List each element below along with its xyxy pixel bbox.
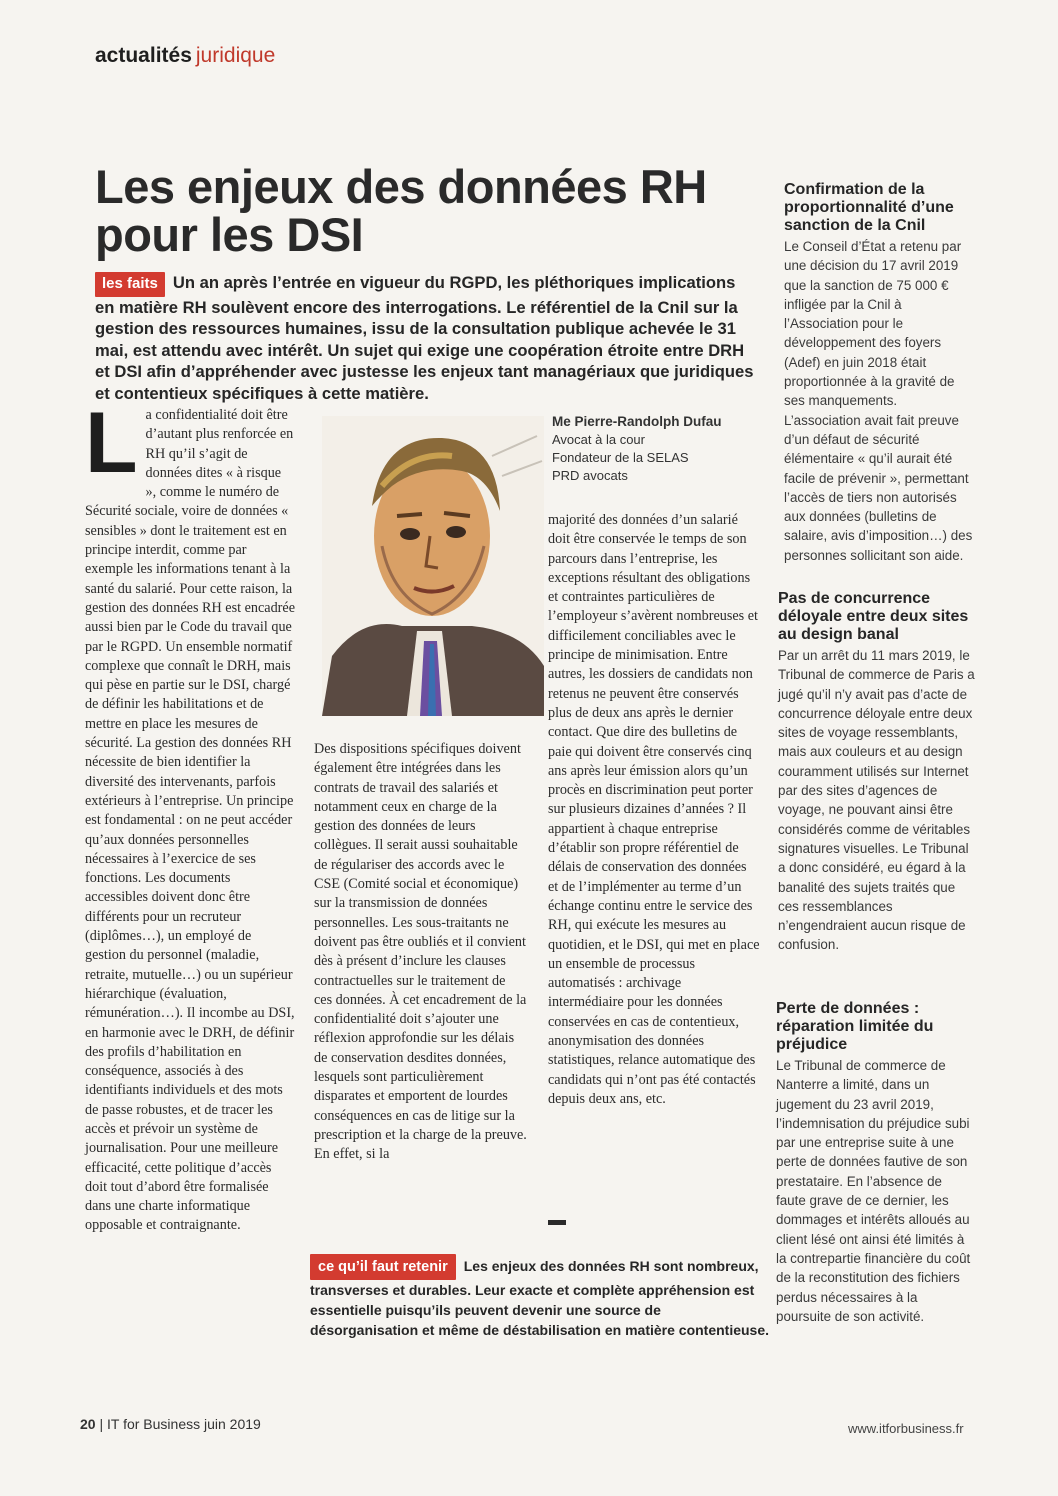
sidebar-news-2 [778,590,978,955]
footer-separator: | [99,1416,104,1432]
sidebar-heading-3: Perte de données : réparation limitée du préjudice [776,1000,934,1053]
takeaway-text: Les enjeux des données RH sont nombreux, transverses et durables. Leur exacte et complète appréhension est essentielle puisqu’ils peuvent devenir une source de désorganisation et même de déstabilisation en matière contentieuse. [310,1258,770,1338]
drop-cap: L [85,395,138,491]
sidebar-news-3 [776,1000,972,1326]
body-column-1 [85,395,295,1236]
takeaway-tag: ce qu’il faut retenir [310,1254,456,1280]
section-label: actualités [95,44,192,67]
sidebar-heading-1: Confirmation de la proportionnalité d’une sanction de la Cnil [784,181,954,234]
sidebar-text-2: Par un arrêt du 11 mars 2019, le Tribunal de commerce de Paris a jugé qu’il n’y avait pas d’acte de concurrence déloyale entre deux sites de voyage ressemblants, mais aux couleurs et au design couramment utilisés sur Internet par des sites d’agences de voyage, ne pouvant ainsi être considérés comme de véritables signatures visuelles. Le Tribunal a donc considéré, eu égard à la banalité des sujets traités que ces ressemblances n’engendraient aucun risque de confusion. [778,648,975,953]
sidebar-heading-2: Pas de concurrence déloyale entre deux sites au design banal [778,590,969,643]
section-sublabel: juridique [195,44,276,67]
author-portrait-illustration [322,416,544,716]
author-firm: PRD avocats [552,468,628,483]
sidebar-news-1 [784,181,974,565]
author-info [552,413,767,485]
body-column-2: Des dispositions spécifiques doivent également être intégrées dans les contrats de travail des salariés et notamment ceux en charge de la gestion des données de leurs collègues. Il serait aussi souhaitable de régulariser des accords avec le CSE (Comité social et économique) sur la transmission de données personnelles. Les sous-traitants ne doivent pas être oubliés et il convient dès à présent d’inclure les clauses contractuelles sur le traitement de ces données. À cet encadrement de la confidentialité doit s’ajouter une réflexion approfondie sur les délais de conservation desdites données, lesquels sont particulièrement disparates et emportent de lourdes conséquences en cas de litige sur la prescription et la charge de la preuve. En effet, si la [314,741,527,1163]
article-title: Les enjeux des données RH pour les DSI [95,160,707,261]
body-column-3: majorité des données d’un salarié doit être conservée le temps de son parcours dans l’entreprise, les exceptions résultant des obligations et contraintes particulières de l’employeur s’avèrent nombreuses et difficilement conciliables avec le principe de minimisation. Entre autres, les dossiers de candidats non retenus ne peuvent être conservés plus de deux ans après le dernier contact. Que dire des bulletins de paie qui doivent être conservés cinq ans après leur émission alors qu’un procès en discrimination peut porter sur plusieurs dizaines d’années ? Il appartient à chaque entreprise d’établir son propre référentiel de délais de conservation des données et de l’implémenter au terme d’un échange continu entre le service des RH, qui exécute les mesures au quotidien, et le DSI, qui met en place un ensemble de processus automatisés : archivage intermédiaire pour les données conservées en cas de contentieux, anonymisation des données statistiques, relance automatique des candidats qui n’ont pas été contactés depuis deux ans, etc. [548,512,760,1107]
section-header [95,44,275,68]
article-lead [95,272,755,405]
publication-name: IT for Business juin 2019 [107,1416,261,1432]
facts-tag: les faits [95,272,165,297]
sidebar-text-1: Le Conseil d’État a retenu par une décision du 17 avril 2019 que la sanction de 75 000 € infligée par la Cnil à l’Association pour le développement des foyers (Adef) en juin 2018 était proportionnée à la gravité de ses manquements. L’association avait fait preuve d’un défaut de sécurité élémentaire « qu’il aurait été facile de prévenir », permettant l’accès de tiers non autorisés aux données (bulletins de salaire, avis d’imposition…) des personnes sollicitant son aide. [784,239,973,563]
author-name: Me Pierre-Randolph Dufau [552,414,722,429]
author-role: Avocat à la cour [552,432,645,447]
sidebar-text-3: Le Tribunal de commerce de Nanterre a limité, dans un jugement du 23 avril 2019, l’indemnisation du préjudice subi par une entreprise suite à une perte de données fautive de son prestataire. En l’absence de faute grave de ce dernier, les dommages et intérêts alloués au client lésé ont ainsi été limités à la contrepartie financière du coût de la reconstitution des fichiers perdus nécessaires à la poursuite de son activité. [776,1058,971,1324]
end-mark [548,1220,566,1225]
author-title: Fondateur de la SELAS [552,450,689,465]
key-takeaway-box [310,1254,770,1340]
body-text-1: a confidentialité doit être d’autant plus renforcée en RH qu’il s’agit de données dites « à risque », comme le numéro de Sécurité sociale, voire de données « sensibles » dont le traitement est en principe interdit, comme par exemple les informations tenant à la santé du salarié. Pour cette raison, la gestion des données RH est encadrée aussi bien par le Code du travail que par le RGPD. Un ensemble normatif complexe que connaît le DRH, mais qui pèse en partie sur le DSI, chargé de définir les habilitations et de mettre en place les mesures de sécurité. La gestion des données RH nécessite de bien identifier la diversité des intervenants, parfois extérieurs à l’entreprise. Un principe est fondamental : on ne peut accéder qu’aux données personnelles nécessaires à l’exercice de ses fonctions. Les documents accessibles doivent donc être différents pour un recruteur (diplômes…), un employé de gestion du personnel (maladie, retraite, mutuelle…) ou un supérieur hiérarchique (évaluation, rémunération…). Il incombe au DSI, en harmonie avec le DRH, de définir des profils d’habilitation en conséquence, associés à des identifiants individuels et des mots de passe robustes, et de tracer les accès et prévoir un système de journalisation. Pour une meilleure efficacité, cette politique d’accès doit tout d’abord être formalisée dans une charte informatique opposable et contraignante. [85,407,295,1234]
page-number: 20 [80,1416,96,1432]
lead-text: Un an après l’entrée en vigueur du RGPD, les pléthoriques implications en matière RH soulèvent encore des interrogations. Le référentiel de la Cnil sur la gestion des ressources humaines, issu de la consultation publique achevée le 31 mai, est attendu avec intérêt. Un sujet qui exige une coopération étroite entre DRH et DSI afin d’appréhender avec justesse les enjeux tant managériaux que juridiques et contentieux spécifiques à cette matière. [95,273,754,403]
footer-folio [80,1416,261,1432]
footer-url: www.itforbusiness.fr [848,1421,964,1436]
